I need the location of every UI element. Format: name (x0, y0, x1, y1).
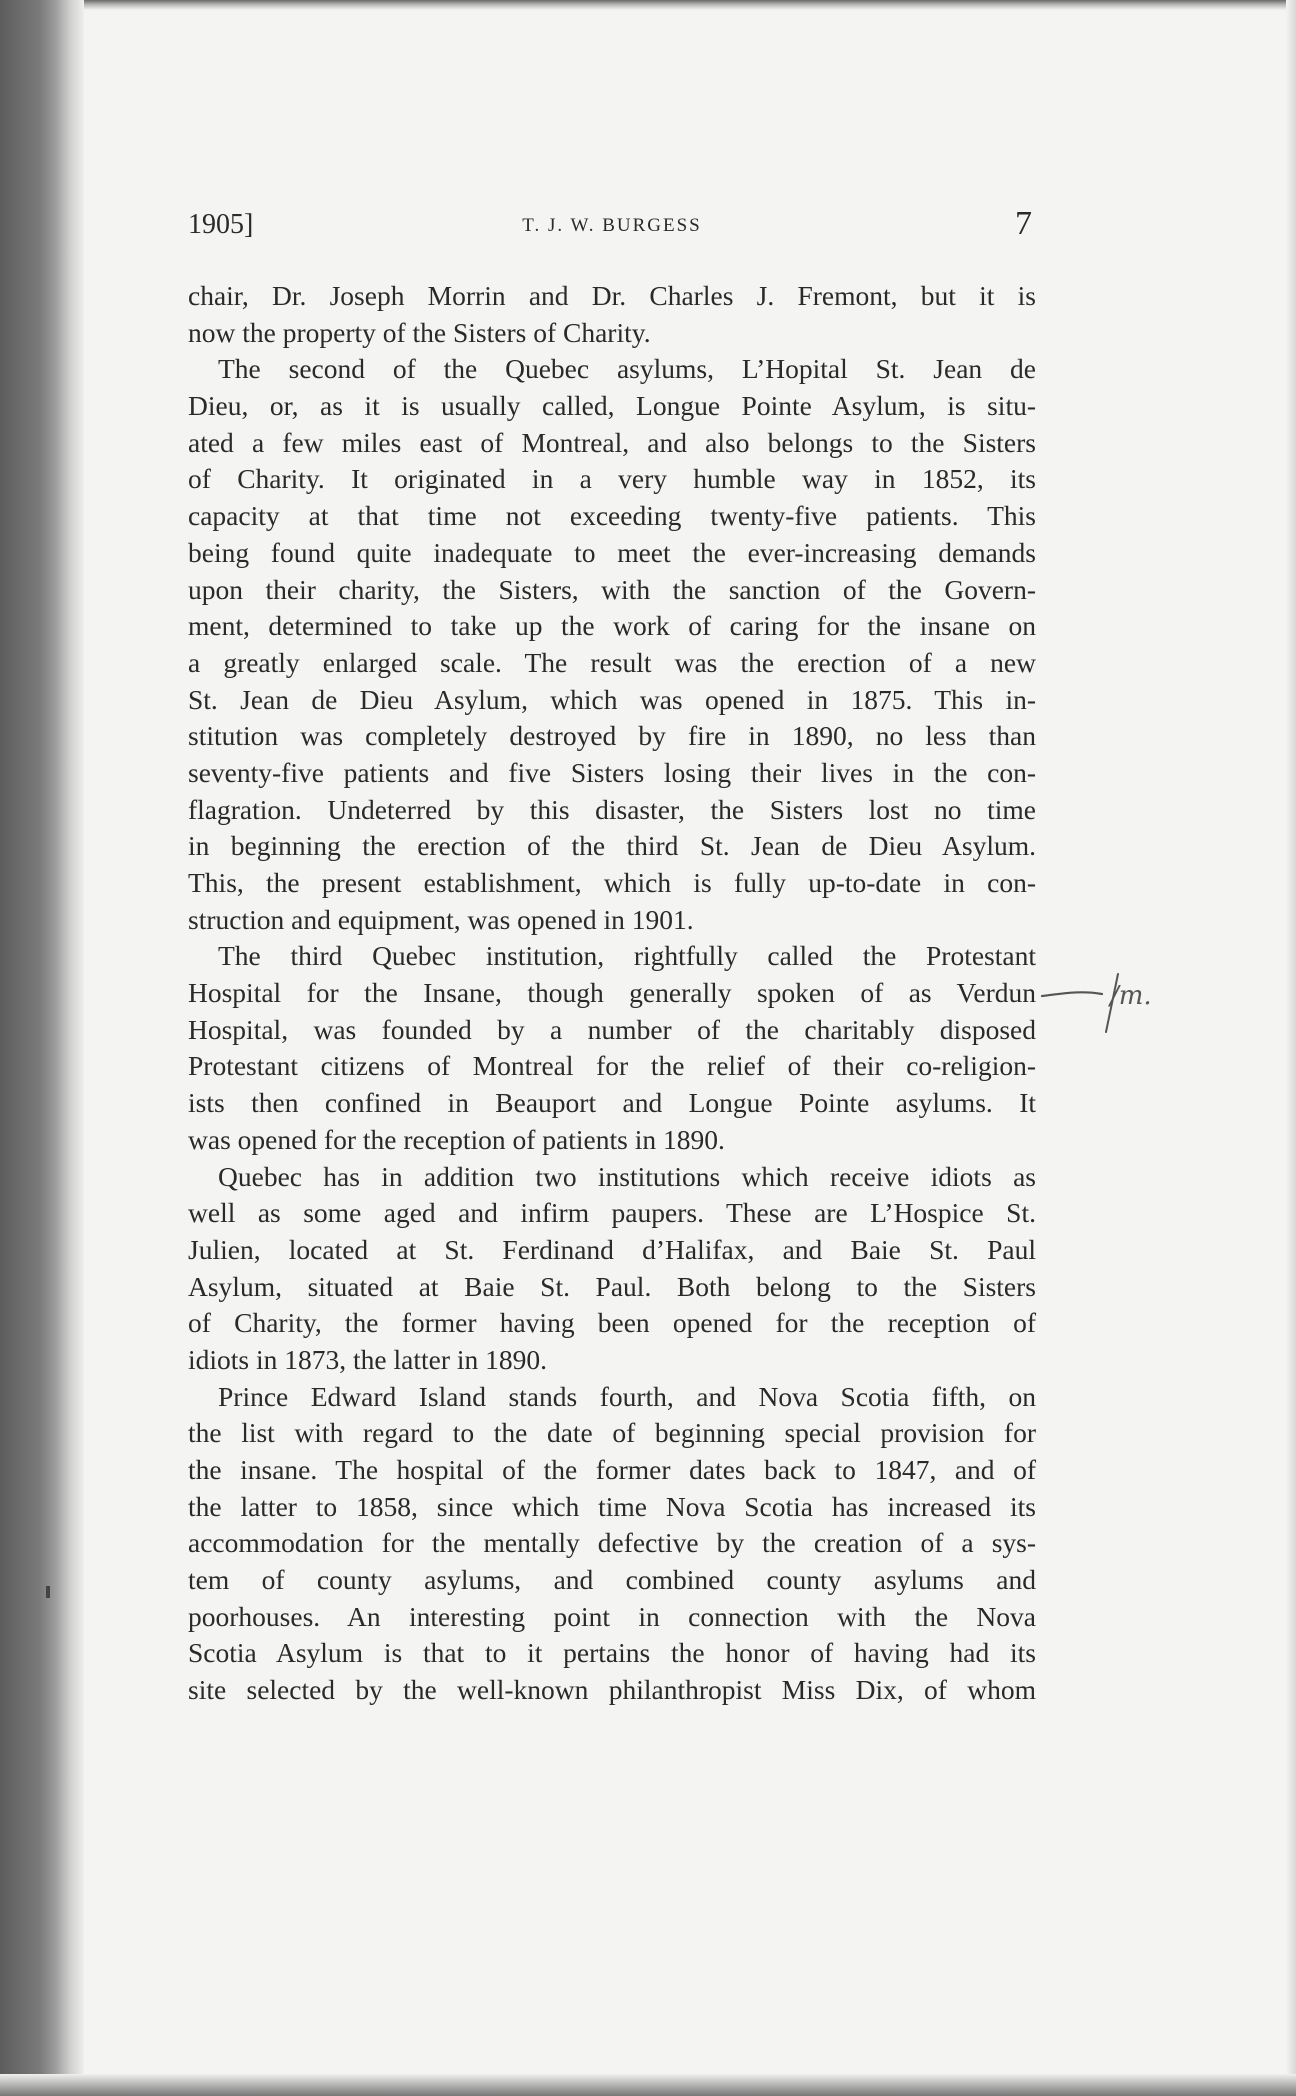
text-line: accommodation for the mentally defective by the creation of a sys- (188, 1527, 1036, 1559)
body-text (188, 278, 1036, 1709)
text-line: Hospital, was founded by a number of the charitably disposed (188, 1013, 1036, 1045)
text-line: Hospital for the Insane, though generally spoken of as Verdun (188, 977, 1036, 1009)
text-line: the latter to 1858, since which time Nova Scotia has increased its (188, 1490, 1036, 1522)
text-line: Protestant citizens of Montreal for the relief of their co-religion- (188, 1050, 1036, 1082)
text-line: Julien, located at St. Ferdinand d’Halifax, and Baie St. Paul (188, 1233, 1036, 1265)
text-line: The second of the Quebec asylums, L’Hopital St. Jean de (218, 353, 1036, 385)
running-head (188, 205, 1036, 245)
text-line: idiots in 1873, the latter in 1890. (188, 1343, 547, 1375)
text-line: The third Quebec institution, rightfully called the Protestant (218, 940, 1036, 972)
text-line: now the property of the Sisters of Charity. (188, 316, 651, 348)
text-line: tem of county asylums, and combined county asylums and (188, 1564, 1036, 1596)
text-line: chair, Dr. Joseph Morrin and Dr. Charles J. Fremont, but it is (188, 280, 1036, 311)
text-line: the insane. The hospital of the former dates back to 1847, and of (188, 1454, 1036, 1485)
text-line: Dieu, or, as it is usually called, Longue Pointe Asylum, is situ- (188, 390, 1036, 422)
text-line: seventy-five patients and five Sisters losing their lives in the con- (188, 756, 1036, 788)
text-line: Quebec has in addition two institutions which receive idiots as (218, 1160, 1036, 1192)
running-head-year: 1905] (188, 209, 254, 240)
text-line: ated a few miles east of Montreal, and also belongs to the Sisters (188, 426, 1036, 458)
running-head-author: T. J. W. BURGESS (522, 215, 702, 236)
text-line: Asylum, situated at Baie St. Paul. Both belong to the Sisters (188, 1270, 1036, 1302)
text-line: flagration. Undeterred by this disaster, the Sisters lost no time (188, 793, 1036, 825)
text-line: site selected by the well-known philanthropist Miss Dix, of whom (188, 1674, 1036, 1706)
text-line: in beginning the erection of the third St. Jean de Dieu Asylum. (188, 830, 1036, 862)
text-line: being found quite inadequate to meet the ever-increasing demands (188, 536, 1036, 568)
page-number: 7 (1015, 205, 1032, 242)
marginal-note-text: /m. (1110, 981, 1152, 1011)
page-right-edge (1286, 0, 1296, 2096)
text-line: St. Jean de Dieu Asylum, which was opened in 1875. This in- (188, 683, 1036, 715)
text-line: poorhouses. An interesting point in connection with the Nova (188, 1600, 1036, 1632)
text-line: was opened for the reception of patients in 1890. (188, 1123, 725, 1155)
text-line: stitution was completely destroyed by fire in 1890, no less than (188, 720, 1036, 752)
text-line: This, the present establishment, which is fully up-to-date in con- (188, 867, 1036, 898)
handwritten-correction-icon (1040, 968, 1180, 1038)
correction-stroke (1042, 992, 1102, 996)
text-line: Scotia Asylum is that to it pertains the honor of having had its (188, 1637, 1036, 1669)
text-line: of Charity. It originated in a very humble way in 1852, its (188, 463, 1036, 495)
text-line: a greatly enlarged scale. The result was the erection of a new (188, 646, 1036, 678)
text-line: upon their charity, the Sisters, with the sanction of the Govern- (188, 573, 1036, 605)
text-line: ists then confined in Beauport and Longue Pointe asylums. It (188, 1087, 1036, 1119)
page-top-edge (0, 0, 1296, 10)
text-line: the list with regard to the date of beginning special provision for (188, 1417, 1036, 1449)
text-line: capacity at that time not exceeding twenty-five patients. This (188, 500, 1036, 532)
book-gutter-shadow (0, 0, 84, 2096)
text-line: well as some aged and infirm paupers. These are L’Hospice St. (188, 1197, 1036, 1229)
page-bottom-edge (0, 2074, 1296, 2096)
text-line: Prince Edward Island stands fourth, and Nova Scotia fifth, on (218, 1380, 1036, 1412)
text-line: of Charity, the former having been opened for the reception of (188, 1307, 1036, 1339)
text-line: ment, determined to take up the work of caring for the insane on (188, 610, 1036, 642)
text-line: struction and equipment, was opened in 1901. (188, 903, 694, 935)
stray-mark (46, 1586, 50, 1598)
